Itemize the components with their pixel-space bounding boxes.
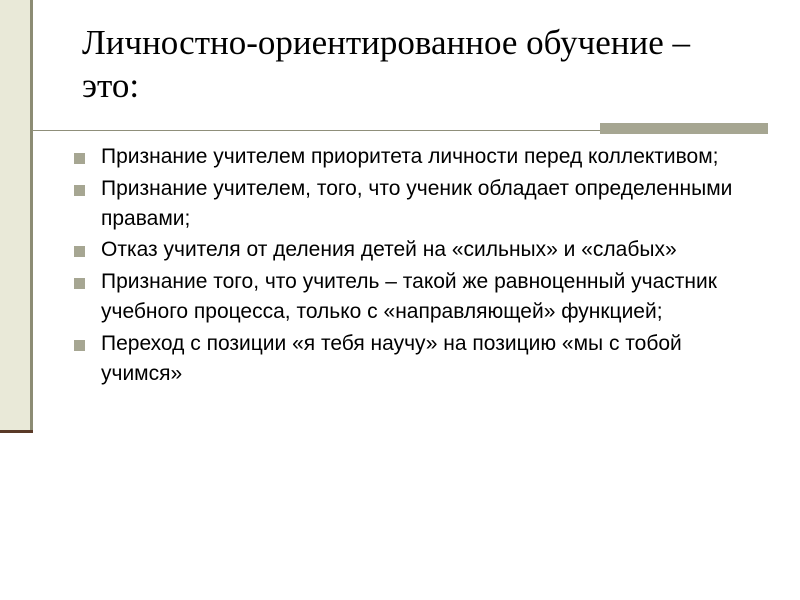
list-item (74, 267, 744, 327)
square-bullet-icon (74, 185, 85, 196)
square-bullet-icon (74, 340, 85, 351)
list-item (74, 142, 744, 172)
left-band-foot-accent (0, 430, 33, 433)
left-decorative-band (0, 0, 30, 430)
bullet-list (74, 142, 744, 391)
list-item (74, 329, 744, 389)
title-divider-accent-block (600, 123, 768, 134)
list-item-text: Переход с позиции «я тебя научу» на позицию «мы с тобой учимся» (101, 331, 682, 385)
list-item (74, 174, 744, 234)
square-bullet-icon (74, 278, 85, 289)
list-item-text: Признание учителем приоритета личности перед коллективом; (101, 145, 719, 168)
list-item-text: Отказ учителя от деления детей на «сильных» и «слабых» (101, 238, 677, 262)
square-bullet-icon (74, 246, 85, 257)
left-band-edge (30, 0, 33, 430)
list-item-text: Признание того, что учитель – такой же равноценный участник учебного процесса, только с «направляющей» функцией; (101, 270, 717, 324)
list-item (74, 235, 744, 265)
list-item-text: Признание учителем, того, что ученик обладает определенными правами; (101, 176, 733, 230)
page-title: Личностно-ориентированное обучение – это: (82, 23, 691, 105)
square-bullet-icon (74, 153, 85, 164)
